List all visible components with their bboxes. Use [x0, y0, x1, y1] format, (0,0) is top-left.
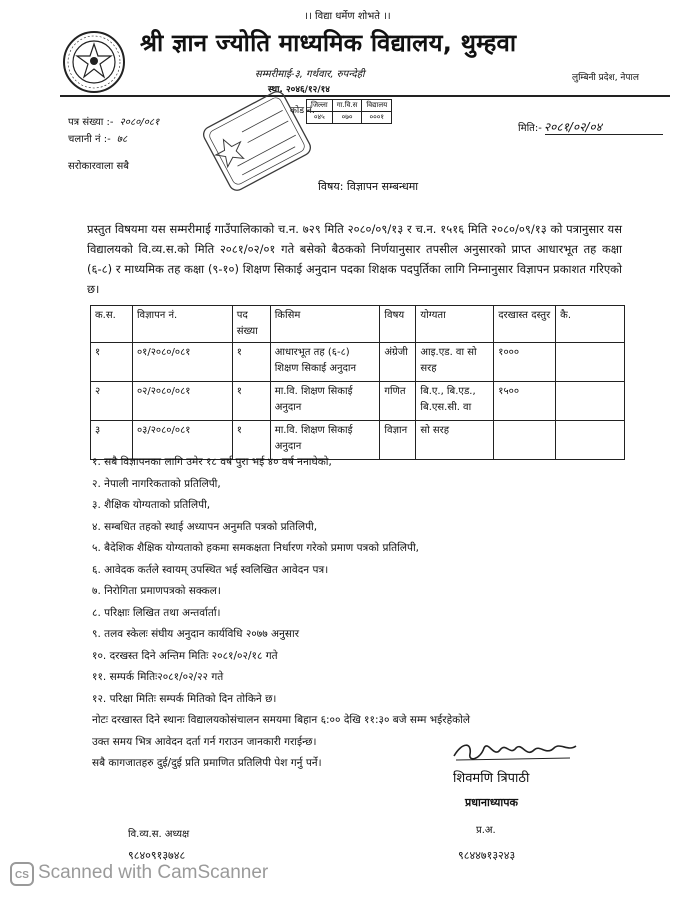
column-header: पद संख्या: [232, 306, 270, 343]
column-header: विषय: [380, 306, 416, 343]
list-item: ३. शैक्षिक योग्यताको प्रतिलिपी,: [92, 499, 211, 511]
chair-phone: ९८४०९१३७४८: [128, 849, 186, 862]
note-line: नोटः दरखास्त दिने स्थानः विद्यालयकोसंचालन समयमा बिहान ६:०० देखि ११:३० बजे सम्म भईरहेकोले: [92, 714, 471, 726]
table-cell: गणित: [380, 382, 416, 421]
table-cell: १५००: [494, 382, 556, 421]
code-cell: गा.वि.स: [332, 100, 362, 112]
letter-number-value: २०८०/०८१: [119, 117, 160, 128]
dispatch-number-label: चलानी नं :-: [68, 134, 111, 145]
column-header: क.स.: [91, 306, 133, 343]
table-cell: विज्ञान: [380, 421, 416, 460]
table-cell: ३: [91, 421, 133, 460]
letter-date: [518, 118, 602, 135]
vacancy-table: [90, 305, 625, 460]
table-row: [91, 343, 625, 382]
handwritten-signature: [450, 738, 580, 766]
list-item: ९. तलव स्केलः संघीय अनुदान कार्यविधि २०७७ अनुसार: [92, 628, 299, 640]
recipient: सरोकारवाला सबै: [68, 161, 129, 172]
table-cell: ०१/२०८०/०८१: [132, 343, 232, 382]
table-cell: [494, 421, 556, 460]
table-cell: [556, 421, 625, 460]
letter-number: [68, 114, 159, 128]
list-item: १२. परिक्षा मितिः सम्पर्क मितिको दिन तोकिने छ।: [92, 692, 277, 705]
svg-text:CS: CS: [15, 870, 29, 881]
list-item: ८. परिक्षाः लिखित तथा अन्तर्वार्ता।: [92, 606, 221, 619]
header-divider: [60, 95, 670, 97]
scanner-watermark: Scanned with CamScanner: [38, 862, 269, 883]
table-cell: [556, 343, 625, 382]
table-cell: २: [91, 382, 133, 421]
table-cell: ०३/२०८०/०८१: [132, 421, 232, 460]
signatory-title: प्रधानाध्यापक: [465, 796, 518, 809]
province-label: लुम्बिनी प्रदेश, नेपाल: [572, 73, 639, 83]
table-cell: मा.वि. शिक्षण सिकाई अनुदान: [270, 382, 380, 421]
dispatch-number: [68, 131, 127, 145]
list-item: १०. दरखस्त दिने अन्तिम मितिः २०८१/०२/१८ गते: [92, 649, 278, 662]
school-logo: [62, 30, 126, 94]
list-item: २. नेपाली नागरिकताको प्रतिलिपी,: [92, 477, 221, 490]
column-header: विज्ञापन नं.: [132, 306, 232, 343]
dispatch-number-value: ७८: [116, 134, 128, 145]
list-item: ५. बैदेशिक शैक्षिक योग्यताको हकमा समकक्षता निर्धारण गरेको प्रमाण पत्रको प्रतिलिपी,: [92, 542, 420, 554]
table-cell: सो सरह: [416, 421, 494, 460]
note-line: उक्त समय भित्र आवेदन दर्ता गर्न गराउन जानकारी गराईन्छ।: [92, 735, 317, 748]
conditions-list: [92, 455, 470, 778]
table-cell: १: [91, 343, 133, 382]
table-cell: १: [232, 382, 270, 421]
code-cell: ०४५: [307, 112, 333, 124]
table-cell: आइ.एड. वा सो सरह: [416, 343, 494, 382]
table-cell: १०००: [494, 343, 556, 382]
table-cell: १: [232, 421, 270, 460]
code-cell: जिल्ला: [307, 100, 333, 112]
established-date: स्था. २०४६/१२/१४: [268, 85, 330, 95]
signatory-name: शिवमणि त्रिपाठी: [453, 771, 530, 786]
chair-title: वि.व्य.स. अध्यक्ष: [128, 829, 190, 840]
table-row: [91, 421, 625, 460]
list-item: ७. निरोगिता प्रमाणपत्रको सक्कल।: [92, 585, 221, 597]
school-stamp: [198, 86, 316, 196]
table-cell: १: [232, 343, 270, 382]
school-code-box: [306, 99, 392, 124]
school-address: सम्मरीमाई-३, गर्थवार, रुपन्देही: [255, 69, 365, 80]
table-header-row: [91, 306, 625, 343]
principal-phone: ९८४४७१३२४३: [458, 849, 516, 862]
note-line: सबै कागजातहरु दुई/दुई प्रति प्रमाणित प्रतिलिपी पेश गर्नु पर्ने।: [92, 757, 322, 769]
code-label: कोड नं.: [290, 106, 315, 116]
table-cell: आधारभूत तह (६-८) शिक्षण सिकाई अनुदान: [270, 343, 380, 382]
column-header: दरखास्त दस्तुर: [494, 306, 556, 343]
table-cell: बि.ए., बि.एड., बि.एस.सी. वा: [416, 382, 494, 421]
table-cell: ०२/२०८०/०८१: [132, 382, 232, 421]
list-item: १. सबै विज्ञापनका लागि उमेर १८ वर्ष पुरा भई ४० वर्ष ननाघेको,: [92, 456, 332, 468]
date-value: २०८१/०२/०४: [543, 120, 602, 134]
signatory-abbr: प्र.अ.: [476, 825, 496, 836]
letter-body: प्रस्तुत विषयमा यस सम्मरीमाई गाउँपालिकाको च.न. ७२९ मिति २०८०/०९/१३ र च.न. १५१६ मिति २०८०/०९/१३ को पत्रानुसार यस विद्यालयको वि.व्य.स.को मिति २०८१/०२/०१ गते बसेको बैठकको निर्णयानुसार तपसील अनुसारको प्राप्त आधारभूत तह कक्षा (६-८) र माध्यमिक तह कक्षा (९-१०) शिक्षण सिकाई अनुदान पदका शिक्षक पदपुर्तिका लागि निम्नानुसार विज्ञापन प्रकाशत गरिएको छ।: [87, 222, 622, 296]
code-cell: ०००१: [362, 112, 392, 124]
column-header: किसिम: [270, 306, 380, 343]
letter-number-label: पत्र संख्या :-: [68, 117, 114, 128]
letter-subject: विषय: विज्ञापन सम्बन्धमा: [318, 180, 419, 193]
column-header: कै.: [556, 306, 625, 343]
list-item: ४. सम्बधित तहको स्थाई अध्यापन अनुमति पत्रको प्रतिलिपी,: [92, 520, 318, 533]
school-motto: ।। विद्या धर्मेण शोभते ।।: [304, 11, 391, 22]
column-header: योग्यता: [416, 306, 494, 343]
table-cell: मा.वि. शिक्षण सिकाई अनुदान: [270, 421, 380, 460]
list-item: ११. सम्पर्क मितिः२०८१/०२/२२ गते: [92, 671, 224, 683]
code-cell: ०७०: [332, 112, 362, 124]
date-underline: [545, 134, 663, 135]
date-label: मिति:-: [518, 123, 542, 134]
table-cell: [556, 382, 625, 421]
code-cell: विद्यालय: [362, 100, 392, 112]
list-item: ६. आवेदक कर्तले स्वायम् उपस्थित भई स्वलिखित आवेदन पत्र।: [92, 563, 329, 576]
camscanner-icon: [10, 862, 34, 886]
school-name: श्री ज्ञान ज्योति माध्यमिक विद्यालय, थुम्हवा: [140, 29, 517, 57]
table-cell: अंग्रेजी: [380, 343, 416, 382]
table-row: [91, 382, 625, 421]
